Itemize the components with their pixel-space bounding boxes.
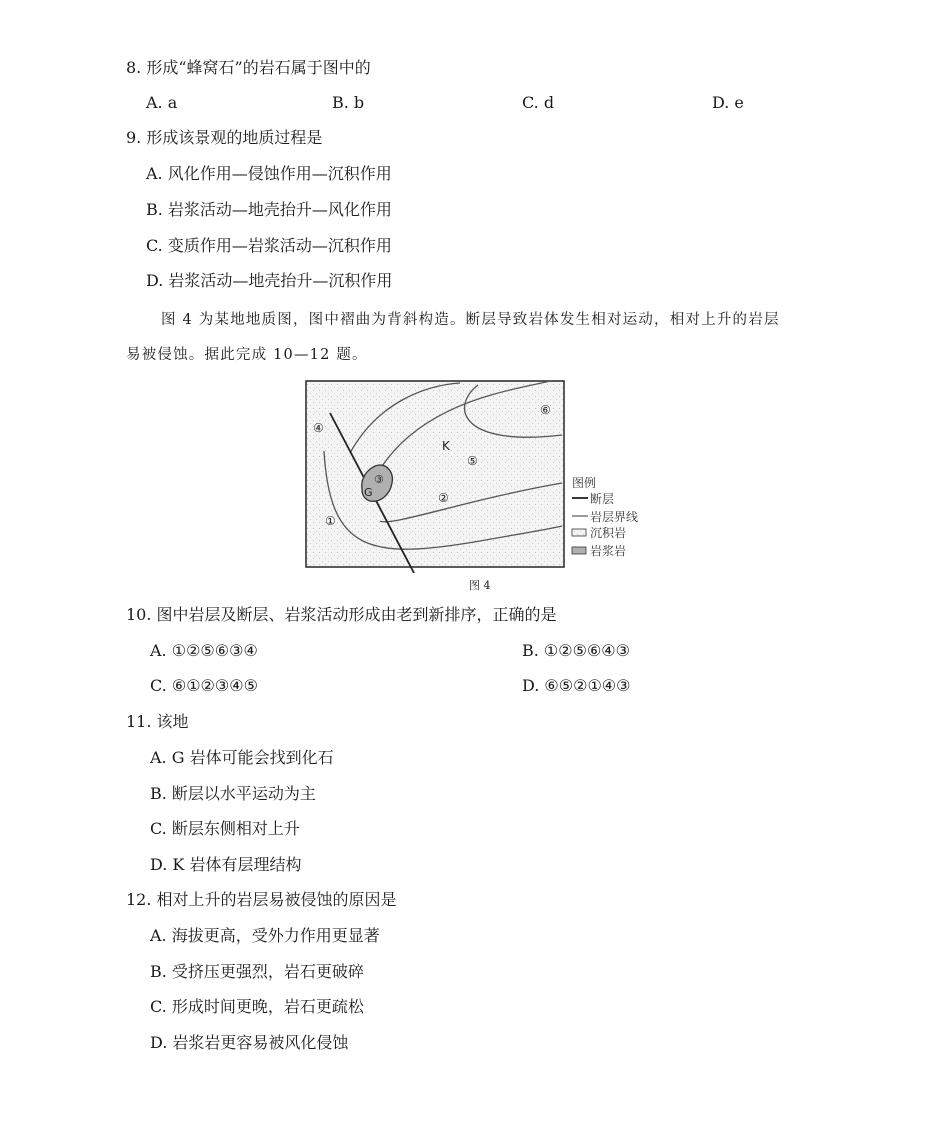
q8-option-c: C. d — [522, 93, 555, 112]
label-1: ① — [325, 514, 336, 528]
geologic-map-figure — [300, 377, 660, 573]
q11-option-d: D. K 岩体有层理结构 — [150, 855, 302, 874]
q12-option-d: D. 岩浆岩更容易被风化侵蚀 — [150, 1033, 349, 1052]
q11-option-b: B. 断层以水平运动为主 — [150, 784, 316, 803]
legend-fault: 断层 — [590, 492, 615, 506]
q8-option-b: B. b — [332, 93, 365, 112]
q9-option-b: B. 岩浆活动—地壳抬升—风化作用 — [146, 200, 392, 219]
label-5: ⑤ — [467, 454, 478, 468]
q12-stem: 12. 相对上升的岩层易被侵蚀的原因是 — [126, 890, 397, 909]
q8-option-d: D. e — [712, 93, 744, 112]
q8-option-a: A. a — [146, 93, 178, 112]
q12-option-a: A. 海拔更高，受外力作用更显著 — [150, 926, 380, 945]
q9-option-a: A. 风化作用—侵蚀作用—沉积作用 — [146, 164, 392, 183]
q12-option-c: C. 形成时间更晚，岩石更疏松 — [150, 997, 364, 1016]
legend-boundary: 岩层界线 — [590, 510, 639, 524]
figure-caption: 图 4 — [469, 579, 491, 592]
q12-option-b: B. 受挤压更强烈，岩石更破碎 — [150, 962, 364, 981]
legend-title: 图例 — [572, 476, 597, 490]
q10-option-c: C. ⑥①②③④⑤ — [150, 676, 258, 695]
q11-option-a: A. G 岩体可能会找到化石 — [150, 748, 334, 767]
label-2: ② — [438, 491, 449, 505]
q9-option-d: D. 岩浆活动—地壳抬升—沉积作用 — [146, 271, 393, 290]
q9-option-c: C. 变质作用—岩浆活动—沉积作用 — [146, 236, 392, 255]
legend-magmatic-symbol — [572, 547, 586, 554]
q11-stem: 11. 该地 — [126, 712, 189, 731]
label-3: ③ — [374, 473, 384, 486]
q10-option-b: B. ①②⑤⑥④③ — [522, 641, 630, 660]
q9-stem: 9. 形成该景观的地质过程是 — [126, 128, 323, 147]
intro-line-2: 易被侵蚀。据此完成 10—12 题。 — [126, 347, 368, 363]
label-g: G — [364, 486, 373, 499]
q8-stem: 8. 形成“蜂窝石”的岩石属于图中的 — [126, 58, 371, 77]
label-k: K — [442, 439, 450, 453]
q10-option-a: A. ①②⑤⑥③④ — [150, 641, 258, 660]
q10-option-d: D. ⑥⑤②①④③ — [522, 676, 631, 695]
legend-sedimentary: 沉积岩 — [590, 526, 627, 540]
map-legend — [572, 475, 638, 558]
intro-line-1: 图 4 为某地地质图，图中褶曲为背斜构造。断层导致岩体发生相对运动，相对上升的岩层 — [161, 312, 780, 328]
legend-sedimentary-symbol — [572, 529, 586, 536]
legend-magmatic: 岩浆岩 — [590, 544, 627, 558]
label-4: ④ — [313, 421, 324, 435]
q11-option-c: C. 断层东侧相对上升 — [150, 819, 300, 838]
q10-stem: 10. 图中岩层及断层、岩浆活动形成由老到新排序，正确的是 — [126, 605, 557, 624]
label-6: ⑥ — [540, 403, 551, 417]
map-background — [306, 381, 564, 567]
